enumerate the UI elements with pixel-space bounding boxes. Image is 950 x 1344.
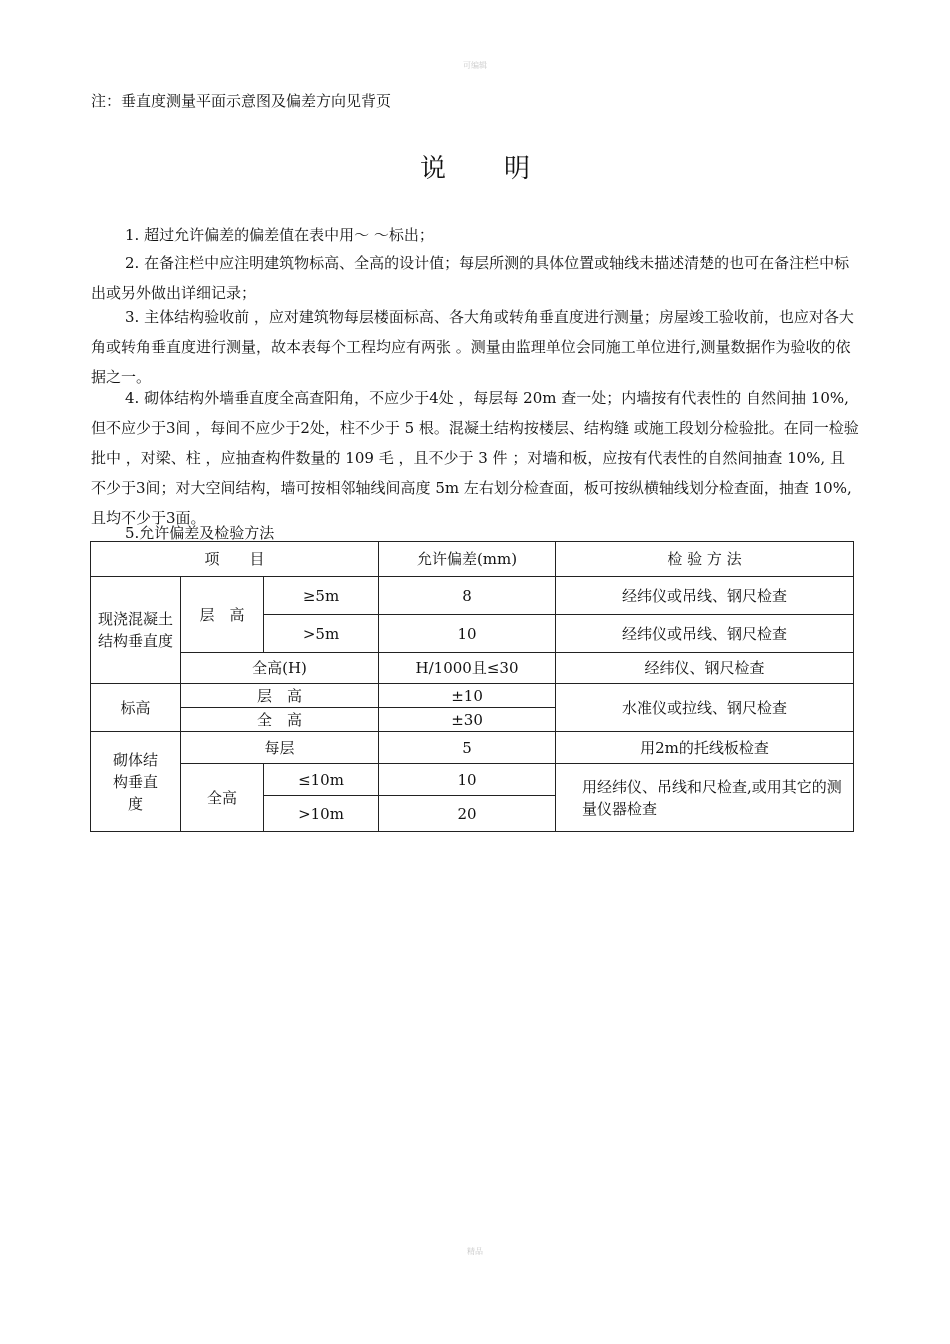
cond-cell: 全 高 — [181, 708, 379, 732]
tolerance-table — [90, 541, 854, 832]
page-footer-mark: 精品 — [467, 1247, 483, 1256]
page-header-mark: 可编辑 — [463, 61, 487, 70]
masonry-total-cell: 全高 — [181, 764, 264, 832]
value-cell: 20 — [379, 796, 556, 832]
value-cell: 10 — [379, 764, 556, 796]
table-row — [91, 684, 854, 708]
cond-cell: 每层 — [181, 732, 379, 764]
paragraph-3: 3. 主体结构验收前 ，应对建筑物每层楼面标高、各大角或转角垂直度进行测量；房屋竣工验收前，也应对各大角或转角垂直度进行测量，故本表每个工程均应有两张 。测量由监理单位会同施工单位进行,测量数据作为验收的依据之一。 — [91, 308, 854, 386]
cond-cell: ≥5m — [264, 577, 379, 615]
method-cell: 水准仪或拉线、钢尺检查 — [556, 684, 854, 732]
header-method: 检 验 方 法 — [556, 542, 854, 577]
paragraph-1: 1. 超过允许偏差的偏差值在表中用～ ～标出； — [125, 226, 434, 244]
table-row — [91, 577, 854, 615]
note-text: 注：垂直度测量平面示意图及偏差方向见背页 — [91, 92, 392, 110]
header-tolerance: 允许偏差(mm) — [379, 542, 556, 577]
table-header-row — [91, 542, 854, 577]
concrete-group-cell: 现浇混凝土结构垂直度 — [91, 577, 181, 684]
value-cell: 5 — [379, 732, 556, 764]
method-cell: 用2m的托线板检查 — [556, 732, 854, 764]
cond-cell: >10m — [264, 796, 379, 832]
method-cell: 用经纬仪、吊线和尺检查,或用其它的测量仪器检查 — [556, 764, 854, 832]
value-cell: 8 — [379, 577, 556, 615]
value-cell: ±10 — [379, 684, 556, 708]
method-cell: 经纬仪、钢尺检查 — [556, 653, 854, 684]
paragraph-5: 5.允许偏差及检验方法 — [125, 524, 275, 542]
paragraph-2: 2. 在备注栏中应注明建筑物标高、全高的设计值；每层所测的具体位置或轴线未描述清楚的也可在备注栏中标出或另外做出详细记录； — [91, 254, 850, 302]
cond-cell: 全高(H) — [181, 653, 379, 684]
table-row — [91, 732, 854, 764]
concrete-floor-cell: 层 高 — [181, 577, 264, 653]
elevation-group-cell: 标高 — [91, 684, 181, 732]
method-cell: 经纬仪或吊线、钢尺检查 — [556, 577, 854, 615]
paragraph-4: 4. 砌体结构外墙垂直度全高查阳角，不应少于4处 ，每层每 20m 查一处；内墙按有代表性的 自然间抽 10%, 但不应少于3间 ，每间不应少于2处，柱不少于 5 根。混凝土结构按楼层、结构缝 或施工段划分检验批。在同一检验批中 ，对梁、柱 ，应抽查构件数量的 109 毛 ，且不少于 3 件 ；对墙和板，应按有代表性的自然间抽查 10%, 且不少于3间；对大空间结构，墙可按相邻轴线间高度 5m 左右划分检查面，板可按纵横轴线划分检查面，抽查 10%, 且均不少于3面。 — [91, 389, 859, 527]
cond-cell: 层 高 — [181, 684, 379, 708]
page-title: 说明 — [419, 154, 588, 184]
value-cell: H/1000且≤30 — [379, 653, 556, 684]
table-row — [91, 653, 854, 684]
cond-cell: >5m — [264, 615, 379, 653]
cond-cell: ≤10m — [264, 764, 379, 796]
value-cell: 10 — [379, 615, 556, 653]
method-cell: 经纬仪或吊线、钢尺检查 — [556, 615, 854, 653]
table-row — [91, 764, 854, 796]
header-item: 项 目 — [91, 542, 379, 577]
masonry-group-cell: 砌体结构垂直度 — [91, 732, 181, 832]
value-cell: ±30 — [379, 708, 556, 732]
